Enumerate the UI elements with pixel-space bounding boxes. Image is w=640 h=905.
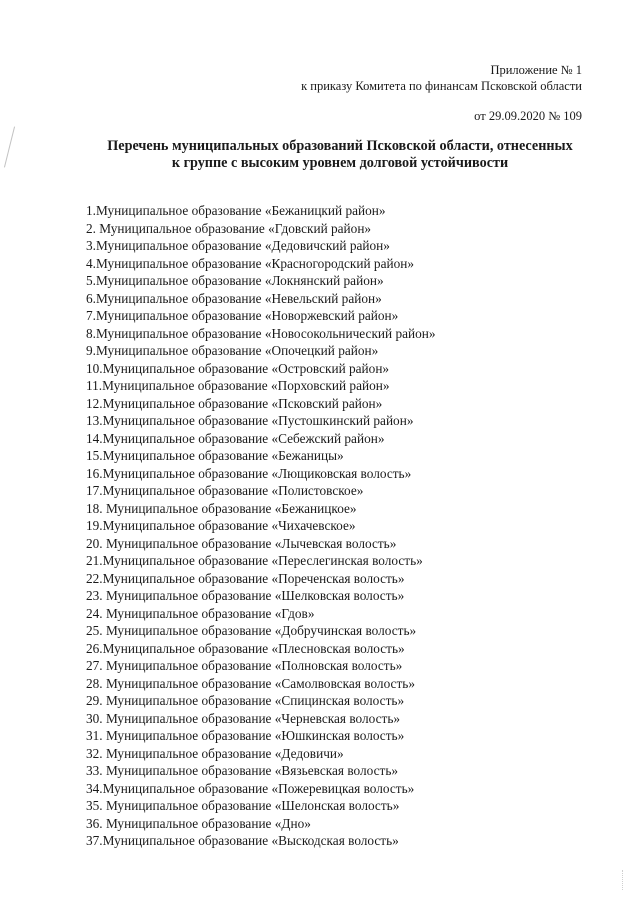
- list-item: 21.Муниципальное образование «Переслегинская волость»: [86, 553, 423, 568]
- edge-mark: [622, 870, 629, 890]
- list-item: 25. Муниципальное образование «Добручинская волость»: [86, 623, 417, 638]
- list-item: 26.Муниципальное образование «Плесновская волость»: [86, 640, 405, 656]
- list-item: 34.Муниципальное образование «Пожеревицкая волость»: [86, 780, 415, 796]
- list-item: 36. Муниципальное образование «Дно»: [86, 815, 311, 831]
- list-item: 5.Муниципальное образование «Локнянский район»: [86, 273, 384, 288]
- list-item: 20. Муниципальное образование «Лычевская волость»: [86, 535, 397, 551]
- list-item: 8.Муниципальное образование «Новосокольнический район»: [86, 325, 436, 341]
- list-item: 9.Муниципальное образование «Опочецкий район»: [86, 343, 379, 358]
- list-item: 18. Муниципальное образование «Бежаницкое»: [86, 500, 357, 516]
- title-line-2: к группе с высоким уровнем долговой устойчивости: [171, 155, 509, 171]
- list-item: 35. Муниципальное образование «Шелонская волость»: [86, 798, 400, 813]
- list-item: 15.Муниципальное образование «Бежаницы»: [86, 448, 344, 463]
- list-item: 22.Муниципальное образование «Пореченская волость»: [86, 570, 405, 586]
- list-item: 37.Муниципальное образование «Выскодская волость»: [86, 833, 399, 848]
- document-title: [60, 138, 620, 172]
- list-item: 28. Муниципальное образование «Самолвовская волость»: [86, 675, 415, 691]
- list-item: 7.Муниципальное образование «Новоржевский район»: [86, 308, 399, 323]
- title-line-1: Перечень муниципальных образований Псковской области, отнесенных: [107, 138, 573, 154]
- list-item: 17.Муниципальное образование «Полистовское»: [86, 483, 364, 498]
- list-item: 19.Муниципальное образование «Чихачевское»: [86, 518, 356, 533]
- list-item: 4.Муниципальное образование «Красногородский район»: [86, 255, 414, 271]
- list-item: 29. Муниципальное образование «Спицинская волость»: [86, 693, 405, 708]
- list-item: 1.Муниципальное образование «Бежаницкий район»: [86, 203, 386, 218]
- list-item: 13.Муниципальное образование «Пустошкинский район»: [86, 413, 414, 428]
- appendix-order-reference: к приказу Комитета по финансам Псковской области: [301, 79, 582, 93]
- list-item: 3.Муниципальное образование «Дедовичский район»: [86, 238, 390, 253]
- list-item: 6.Муниципальное образование «Невельский район»: [86, 290, 382, 306]
- municipalities-list: [86, 202, 436, 850]
- appendix-number: Приложение № 1: [490, 63, 582, 77]
- margin-mark: [4, 127, 15, 168]
- list-item: 33. Муниципальное образование «Вязьевская волость»: [86, 763, 399, 778]
- list-item: 11.Муниципальное образование «Порховский район»: [86, 378, 390, 393]
- list-item: 2. Муниципальное образование «Гдовский район»: [86, 220, 372, 236]
- list-item: 16.Муниципальное образование «Лющиковская волость»: [86, 465, 412, 481]
- list-item: 24. Муниципальное образование «Гдов»: [86, 605, 315, 621]
- list-item: 23. Муниципальное образование «Шелковская волость»: [86, 588, 405, 603]
- list-item: 14.Муниципальное образование «Себежский район»: [86, 430, 385, 446]
- list-item: 30. Муниципальное образование «Черневская волость»: [86, 710, 401, 726]
- list-item: 32. Муниципальное образование «Дедовичи»: [86, 745, 344, 761]
- list-item: 31. Муниципальное образование «Юшкинская волость»: [86, 728, 405, 743]
- appendix-order-date: от 29.09.2020 № 109: [474, 109, 582, 123]
- list-item: 12.Муниципальное образование «Псковский район»: [86, 395, 383, 411]
- list-item: 10.Муниципальное образование «Островский район»: [86, 360, 390, 376]
- list-item: 27. Муниципальное образование «Полновская волость»: [86, 658, 403, 673]
